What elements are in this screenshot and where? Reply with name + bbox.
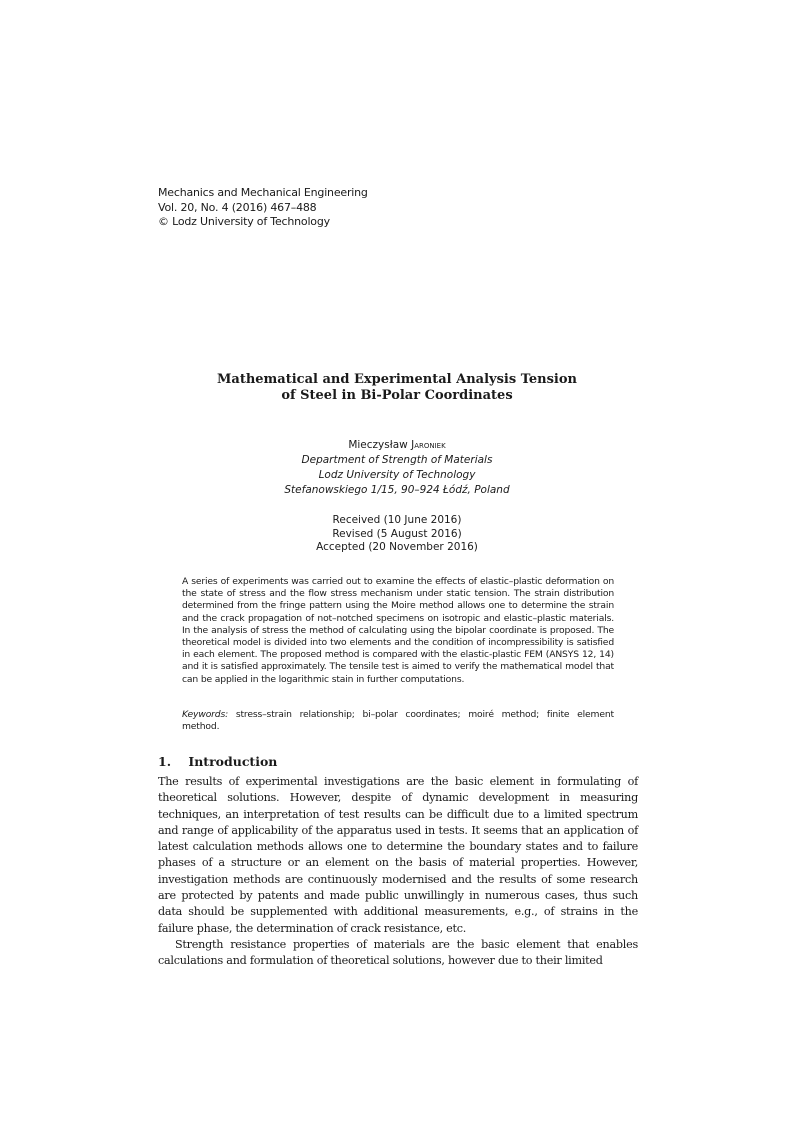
- author-last-name: Jaroniek: [411, 439, 446, 451]
- author-block: [150, 438, 644, 498]
- author-first-name: Mieczysław: [348, 439, 408, 451]
- date-revised: Revised (5 August 2016): [332, 527, 462, 540]
- date-accepted: Accepted (20 November 2016): [316, 541, 478, 553]
- paper-title-line-2: of Steel in Bi-Polar Coordinates: [281, 388, 513, 403]
- keywords-text: stress–strain relationship; bi–polar coordinates; moiré method; finite element method.: [182, 709, 614, 733]
- author-university: Lodz University of Technology: [318, 469, 476, 481]
- author-address: Stefanowskiego 1/15, 90–924 Łódź, Poland: [284, 484, 510, 496]
- publication-dates: [150, 514, 644, 555]
- body-text: [158, 774, 638, 970]
- paper-title: [150, 372, 644, 404]
- keywords-label: Keywords:: [182, 709, 229, 720]
- paragraph: Strength resistance properties of materials are the basic element that enables calculations and formulation of theoretical solutions, however due to their limited: [158, 937, 638, 968]
- section-title: Introduction: [188, 754, 278, 769]
- abstract: A series of experiments was carried out to examine the effects of elastic–plastic deformation on the state of stress and the flow stress mechanism under static tension. The strain distribution determined from the fringe pattern using the Moire method allows one to determine the strain and the crack propagation of not–notched specimens on isotropic and elastic–plastic materials. In the analysis of stress the method of calculating using the bipolar coordinate is proposed. The theoretical model is divided into two elements and the condition of incompressibility is satisfied in each element. The proposed method is compared with the elastic-plastic FEM (ANSYS 12, 14) and it is satisfied approximately. The tensile test is aimed to verify the mathematical model that can be applied in the logarithmic stain in further computations.: [182, 576, 614, 685]
- section-heading: [158, 754, 277, 769]
- journal-volume: Vol. 20, No. 4 (2016) 467–488: [158, 200, 317, 214]
- paragraph: The results of experimental investigations are the basic element in formulating of theoretical solutions. However, despite of dynamic development in measuring techniques, an interpretation of test results can be difficult due to a limited spectrum and range of applicability of the apparatus used in tests. It seems that an application of latest calculation methods allows one to determine the boundary states and to failure phases of a structure or an element on the basis of material properties. However, investigation methods are continuously modernised and the results of some research are protected by patents and made public unwillingly in numerous cases, thus such data should be supplemented with additional measurements, e.g., of strains in the failure phase, the determination of crack resistance, etc.: [158, 775, 638, 935]
- section-number: 1.: [158, 754, 172, 769]
- date-received: Received (10 June 2016): [332, 514, 462, 526]
- journal-name: Mechanics and Mechanical Engineering: [158, 186, 368, 199]
- keywords: [182, 709, 614, 733]
- author-name: [150, 438, 644, 453]
- journal-header: [158, 186, 368, 230]
- paper-title-line-1: Mathematical and Experimental Analysis Tension: [217, 372, 577, 387]
- author-department: Department of Strength of Materials: [301, 454, 493, 466]
- journal-copyright: © Lodz University of Technology: [158, 215, 330, 228]
